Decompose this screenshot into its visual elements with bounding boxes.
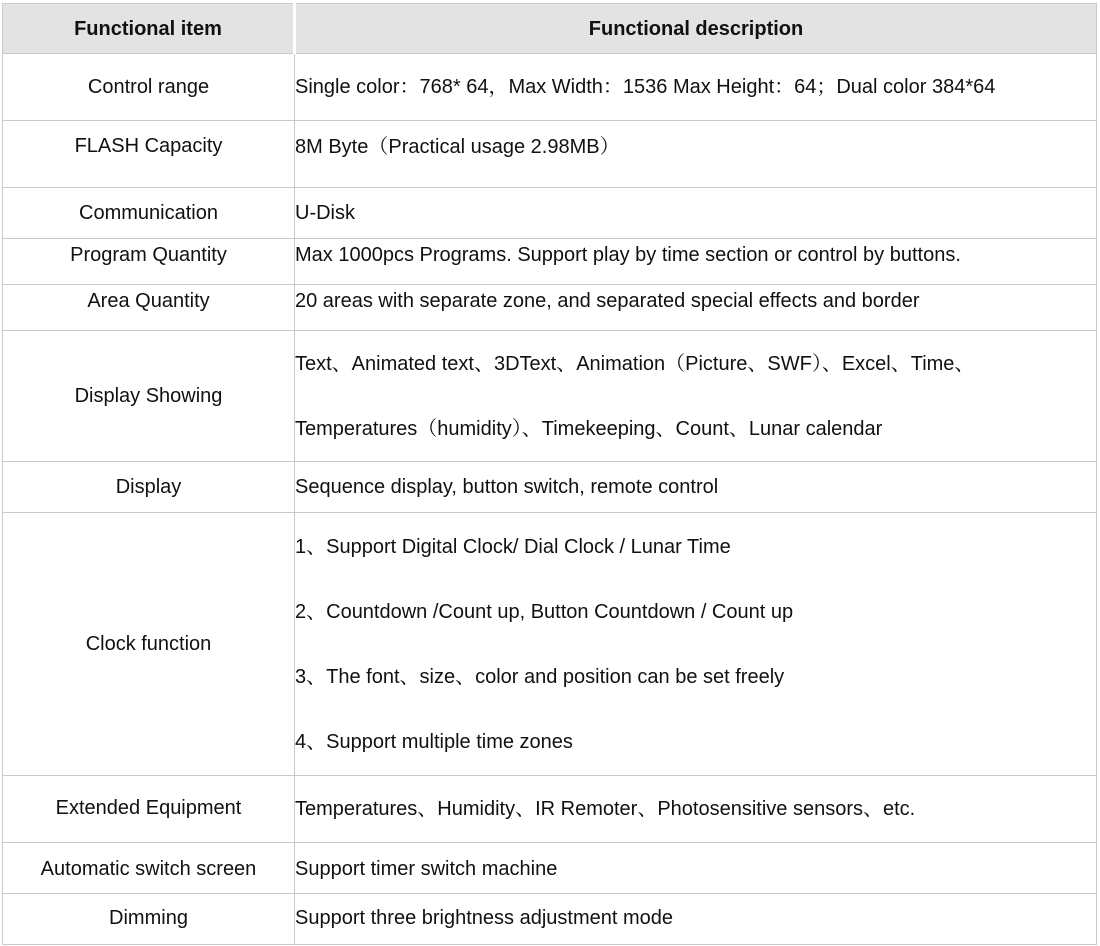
description-line: 3、The font、size、color and position can be set freely [295,665,785,688]
item-label: Automatic switch screen [40,858,257,880]
table-row [3,331,1097,462]
item-label: Extended Equipment [55,797,242,819]
description-cell [295,513,1097,776]
description-line: 1、Support Digital Clock/ Dial Clock / Lunar Time [295,535,731,558]
description-lines [295,535,1096,754]
table-row [3,239,1097,285]
description-line: 4、Support multiple time zones [295,730,573,753]
table-row [3,285,1097,331]
table-row [3,462,1097,513]
item-cell [3,513,295,776]
table-header-row [3,4,1097,54]
item-cell [3,776,295,843]
description-line: Single color：768* 64，Max Width：1536 Max Height：64；Dual color 384*64 [295,76,996,98]
item-label: Control range [87,76,210,98]
table-row [3,188,1097,239]
description-cell [295,188,1097,239]
functional-spec-table [2,3,1097,945]
table-row [3,894,1097,945]
description-cell [295,894,1097,945]
item-cell [3,121,295,188]
item-label: Display [115,476,182,498]
item-cell [3,285,295,331]
header-functional-item: Functional item [3,4,295,54]
header-functional-description: Functional description [295,4,1097,54]
description-line: 20 areas with separate zone, and separated special effects and border [295,290,920,312]
item-label: FLASH Capacity [74,135,223,157]
description-line: Max 1000pcs Programs. Support play by time section or control by buttons. [295,244,961,266]
item-label: Area Quantity [87,290,210,312]
item-cell [3,894,295,945]
item-label: Communication [79,202,218,224]
item-cell [3,331,295,462]
description-cell [295,285,1097,331]
table-row [3,121,1097,188]
description-line: Support three brightness adjustment mode [295,907,673,929]
item-cell [3,188,295,239]
description-cell [295,843,1097,894]
description-cell [295,462,1097,513]
table-row [3,843,1097,894]
description-line: Sequence display, button switch, remote control [295,476,719,498]
description-line: Support timer switch machine [295,858,558,880]
description-cell [295,239,1097,285]
item-cell [3,462,295,513]
description-cell [295,54,1097,121]
table-row [3,513,1097,776]
description-cell [295,776,1097,843]
description-line: Temperatures（humidity）、Timekeeping、Count、Lunar calendar [295,417,883,440]
item-label: Display Showing [74,385,223,407]
item-label: Clock function [85,633,212,655]
description-lines [295,352,1096,441]
item-cell [3,843,295,894]
description-cell [295,121,1097,188]
description-line: Temperatures、Humidity、IR Remoter、Photosensitive sensors、etc. [295,798,916,820]
item-cell [3,54,295,121]
table-row [3,54,1097,121]
description-line: Text、Animated text、3DText、Animation（Picture、SWF）、Excel、Time、 [295,352,975,375]
description-cell [295,331,1097,462]
description-line: 8M Byte（Practical usage 2.98MB） [295,136,620,158]
description-line: U-Disk [295,202,355,224]
item-cell [3,239,295,285]
item-label: Program Quantity [70,244,227,266]
table-row [3,776,1097,843]
item-label: Dimming [109,907,188,929]
description-line: 2、Countdown /Count up, Button Countdown / Count up [295,600,794,623]
